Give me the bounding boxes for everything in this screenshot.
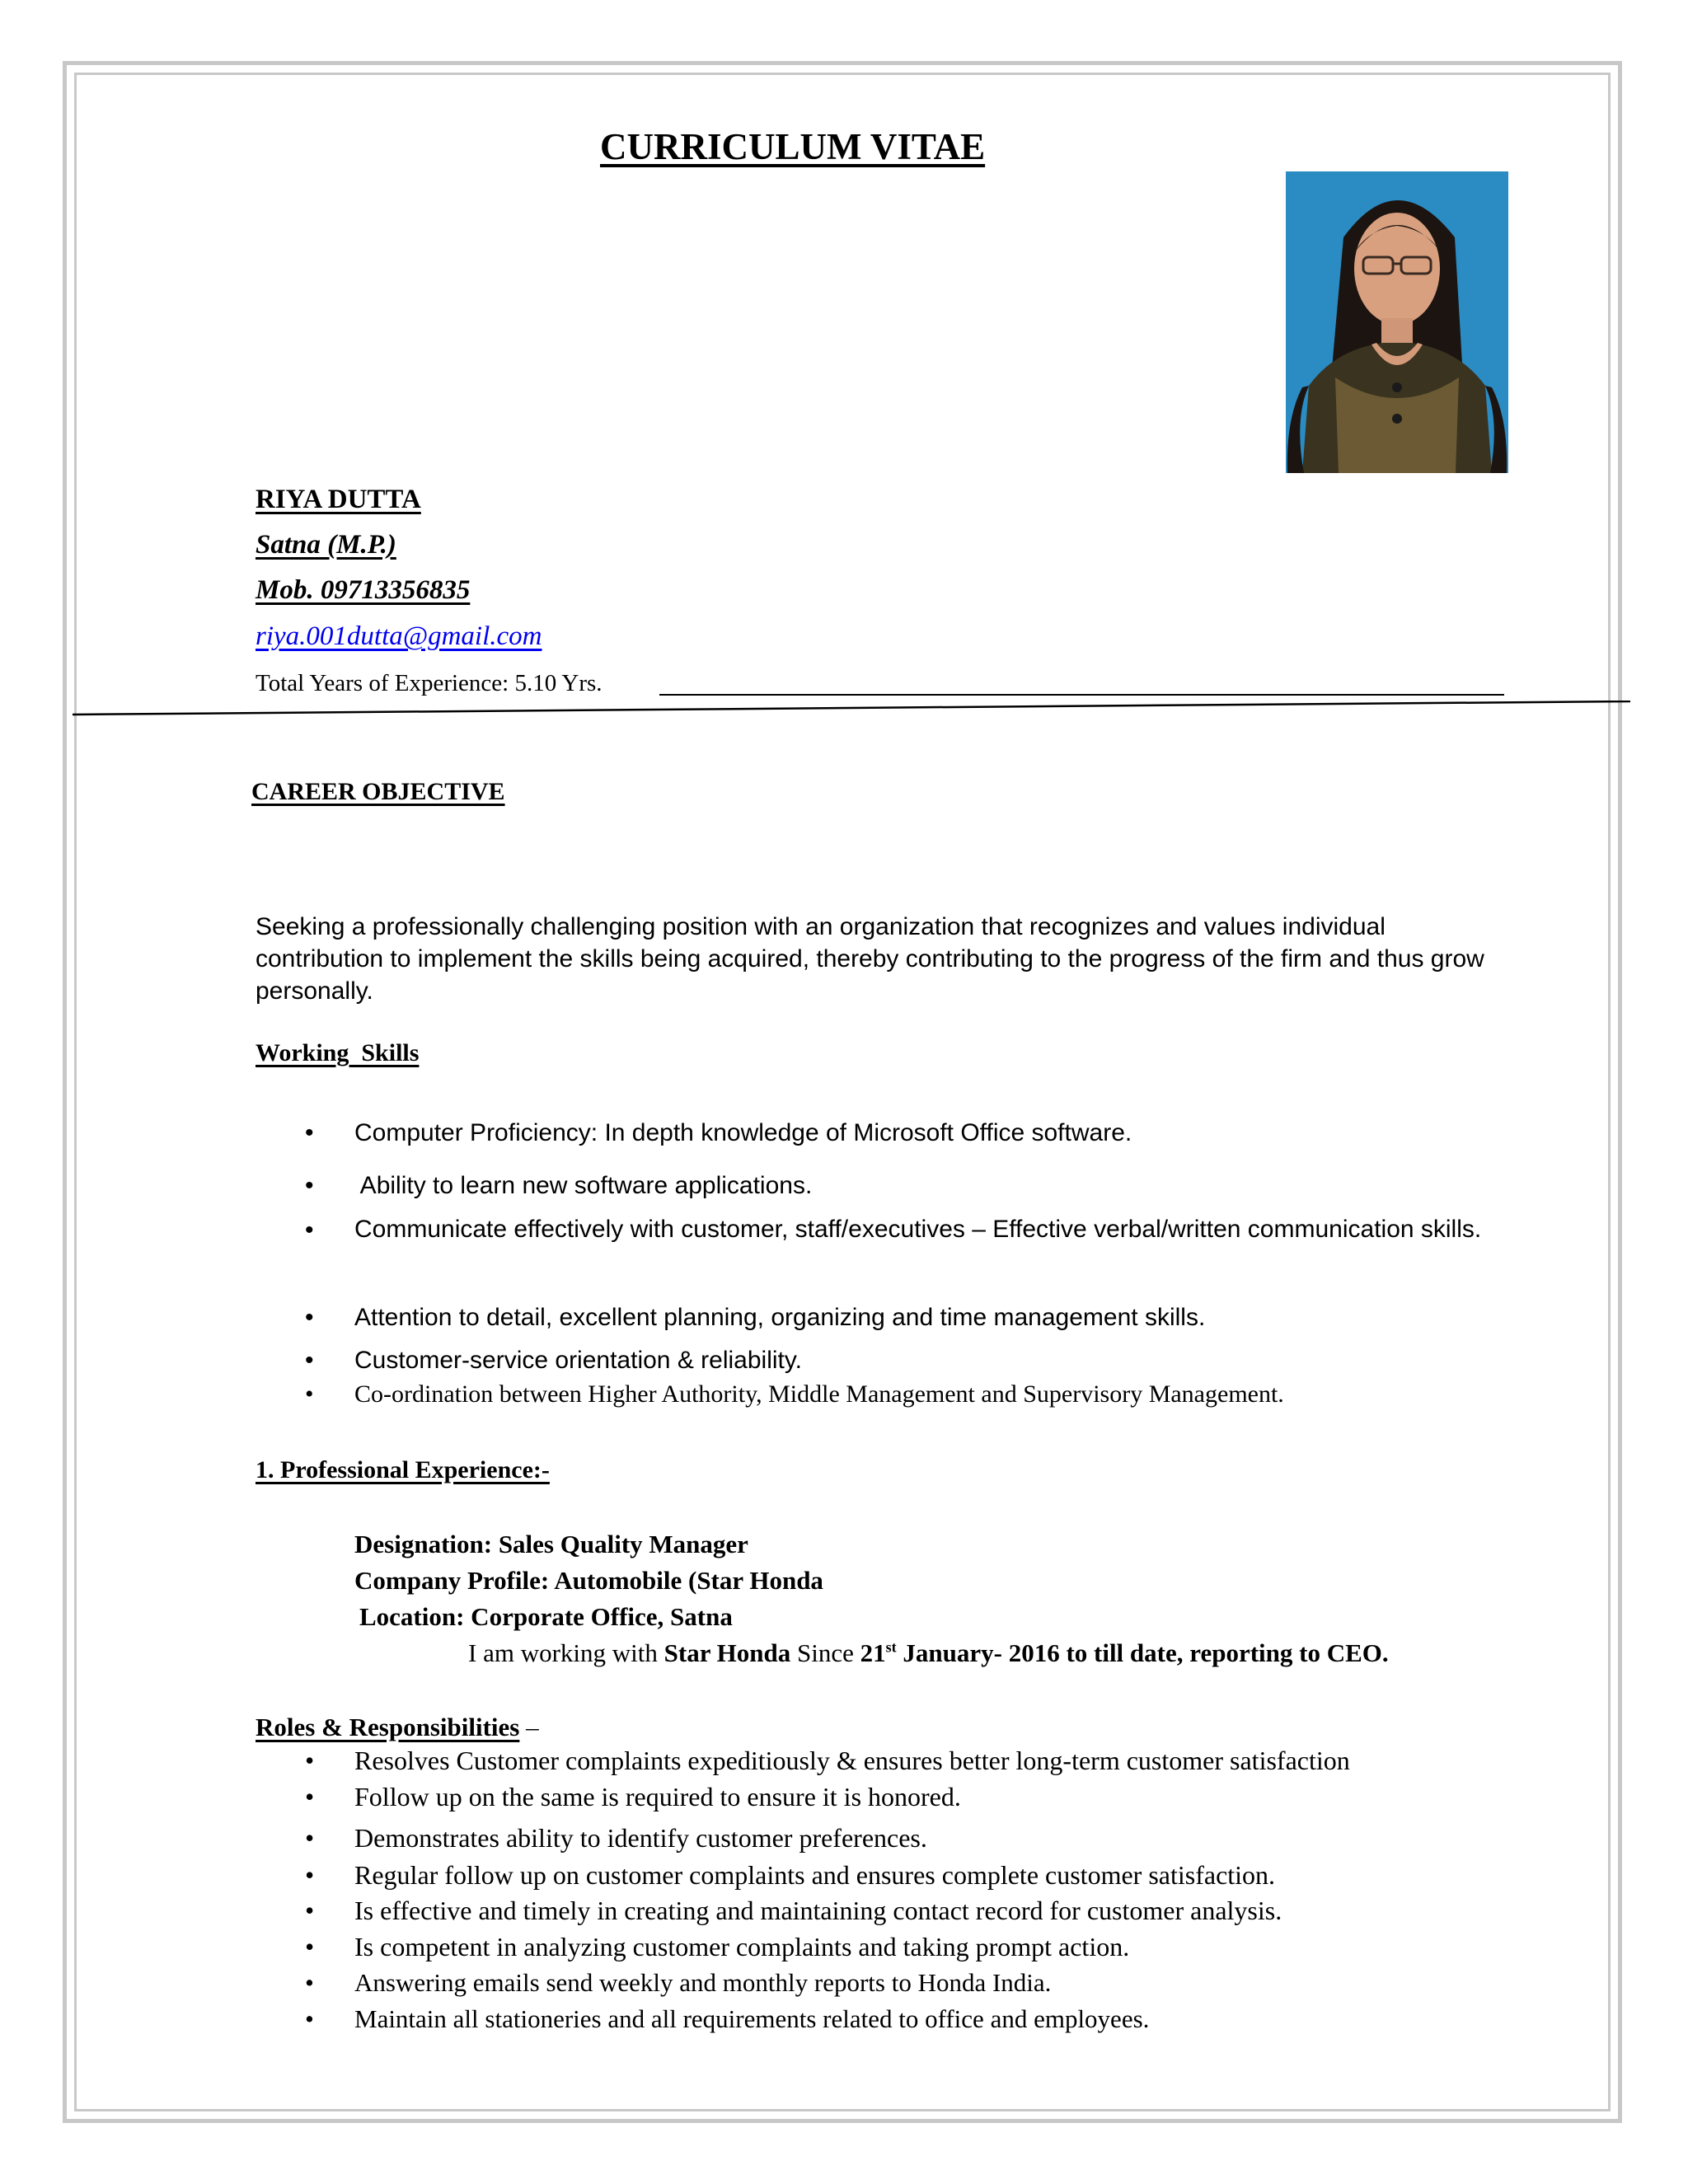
bullet-icon: • <box>305 1968 314 1997</box>
bullet-icon: • <box>305 1932 315 1961</box>
section-divider-line <box>0 701 1688 717</box>
designation: Designation: Sales Quality Manager <box>354 1530 748 1558</box>
bullet-icon: • <box>305 1172 314 1199</box>
professional-experience-heading: 1. Professional Experience:- <box>256 1456 550 1483</box>
bullet-icon: • <box>305 1216 314 1244</box>
bullet-icon: • <box>305 1347 314 1374</box>
total-experience: Total Years of Experience: 5.10 Yrs. <box>256 670 603 696</box>
career-objective-text: Seeking a professionally challenging position with an organization that recognizes and values individual contribution to implement the skills being acquired, thereby contributing to the progress of the firm and thus grow personally. <box>256 913 1484 1005</box>
candidate-photo <box>1286 171 1508 473</box>
document-title: CURRICULUM VITAE <box>600 126 986 167</box>
bullet-icon: • <box>305 1823 315 1853</box>
bullet-icon: • <box>305 1896 315 1925</box>
company-profile: Company Profile: Automobile (Star Honda <box>354 1566 823 1595</box>
bullet-icon: • <box>305 1304 314 1331</box>
bullet-icon: • <box>305 1380 314 1408</box>
bullet-icon: • <box>305 1746 315 1775</box>
working-statement: I am working with Star Honda Since 21st January- 2016 to till date, reporting to CEO. <box>468 1638 1389 1667</box>
working-skills-heading: Working Skills <box>256 1039 420 1066</box>
candidate-email-link[interactable]: riya.001dutta@gmail.com <box>256 621 542 651</box>
candidate-name: RIYA DUTTA <box>256 485 421 514</box>
roles-heading: Roles & Responsibilities – <box>256 1713 539 1741</box>
experience-underline-rule <box>659 694 1504 696</box>
bullet-icon: • <box>305 1860 315 1890</box>
bullet-icon: • <box>305 2004 314 2033</box>
career-objective-heading: CAREER OBJECTIVE <box>251 778 505 805</box>
candidate-mobile: Mob. 09713356835 <box>256 575 471 605</box>
candidate-city: Satna (M.P.) <box>256 530 396 560</box>
bullet-icon: • <box>305 1119 314 1146</box>
bullet-icon: • <box>305 1782 315 1811</box>
location: Location: Corporate Office, Satna <box>359 1602 733 1631</box>
